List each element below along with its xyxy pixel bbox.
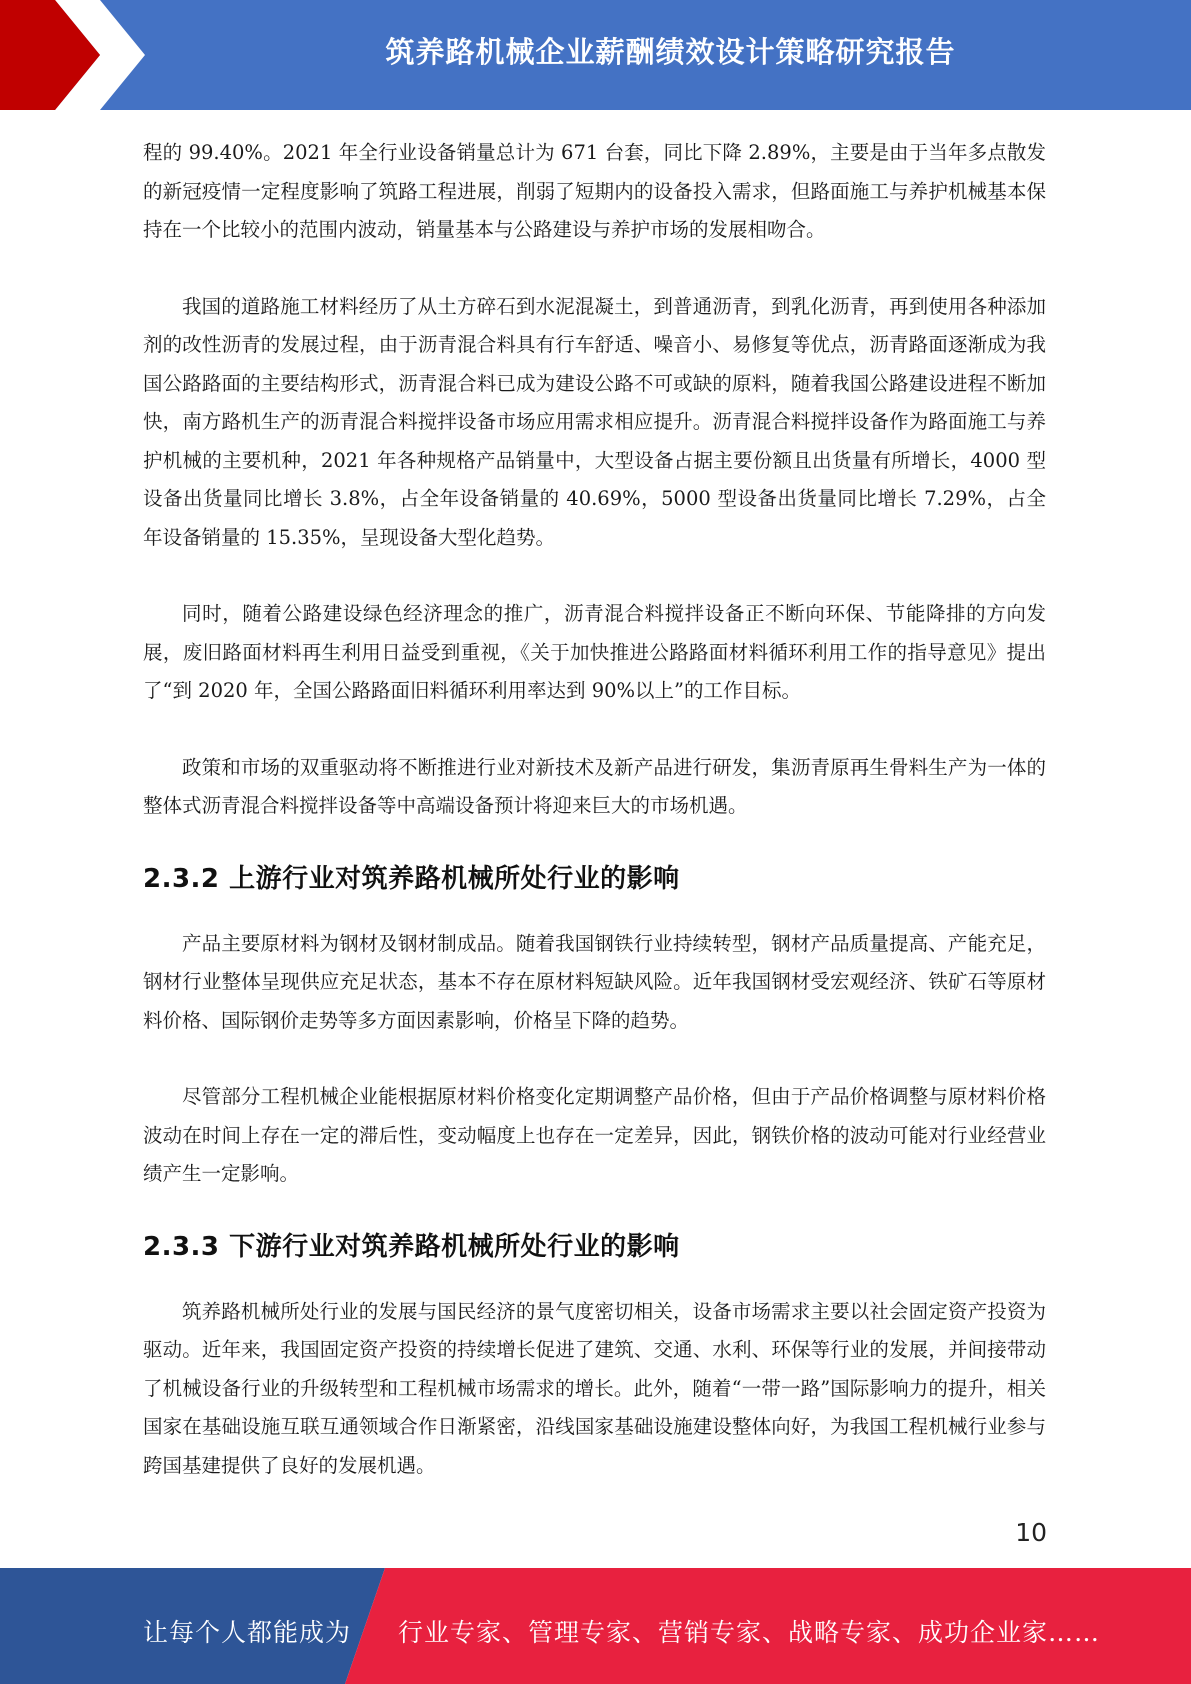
document-body: [143, 134, 1046, 1485]
section-heading-2-3-2: 2.3.2 上游行业对筑养路机械所处行业的影响: [143, 863, 680, 894]
paragraph: 同时，随着公路建设绿色经济理念的推广，沥青混合料搅拌设备正不断向环保、节能降排的方向发展，废旧路面材料再生利用日益受到重视，《关于加快推进公路路面材料循环利用工作的指导意见》提出了“到 2020 年，全国公路路面旧料循环利用率达到 90%以上”的工作目标。: [143, 602, 1046, 702]
paragraph: 筑养路机械所处行业的发展与国民经济的景气度密切相关，设备市场需求主要以社会固定资产投资为驱动。近年来，我国固定资产投资的持续增长促进了建筑、交通、水利、环保等行业的发展，并间接带动了机械设备行业的升级转型和工程机械市场需求的增长。此外，随着“一带一路”国际影响力的提升，相关国家在基础设施互联互通领域合作日渐紧密，沿线国家基础设施建设整体向好，为我国工程机械行业参与跨国基建提供了良好的发展机遇。: [143, 1299, 1046, 1477]
page-number: 10: [1015, 1518, 1047, 1547]
paragraph: 尽管部分工程机械企业能根据原材料价格变化定期调整产品价格，但由于产品价格调整与原材料价格波动在时间上存在一定的滞后性，变动幅度上也存在一定差异，因此，钢铁价格的波动可能对行业经营业绩产生一定影响。: [143, 1085, 1046, 1185]
footer-slogan-left: 让每个人都能成为: [143, 1618, 352, 1647]
footer-slogan-right: 行业专家、管理专家、营销专家、战略专家、成功企业家……: [398, 1618, 1101, 1647]
paragraph: 我国的道路施工材料经历了从土方碎石到水泥混凝土，到普通沥青，到乳化沥青，再到使用各种添加剂的改性沥青的发展过程，由于沥青混合料具有行车舒适、噪音小、易修复等优点，沥青路面逐渐成为我国公路路面的主要结构形式，沥青混合料已成为建设公路不可或缺的原料，随着我国公路建设进程不断加快，南方路机生产的沥青混合料搅拌设备市场应用需求相应提升。沥青混合料搅拌设备作为路面施工与养护机械的主要机种，2021 年各种规格产品销量中，大型设备占据主要份额且出货量有所增长，4000 型设备出货量同比增长 3.8%，占全年设备销量的 40.69%，5000 型设备出货量同比增长 7.29%，占全年设备销量的 15.35%，呈现设备大型化趋势。: [143, 294, 1046, 549]
paragraph: 程的 99.40%。2021 年全行业设备销量总计为 671 台套，同比下降 2.89%，主要是由于当年多点散发的新冠疫情一定程度影响了筑路工程进展，削弱了短期内的设备投入需求，但路面施工与养护机械基本保持在一个比较小的范围内波动，销量基本与公路建设与养护市场的发展相吻合。: [143, 141, 1046, 241]
page-footer: [0, 1568, 1191, 1684]
paragraph: 政策和市场的双重驱动将不断推进行业对新技术及新产品进行研发，集沥青原再生骨料生产为一体的整体式沥青混合料搅拌设备等中高端设备预计将迎来巨大的市场机遇。: [143, 755, 1046, 817]
page-header: [0, 0, 1191, 110]
section-heading-2-3-3: 2.3.3 下游行业对筑养路机械所处行业的影响: [143, 1231, 680, 1262]
header-title: 筑养路机械企业薪酬绩效设计策略研究报告: [385, 35, 956, 69]
paragraph: 产品主要原材料为钢材及钢材制成品。随着我国钢铁行业持续转型，钢材产品质量提高、产能充足，钢材行业整体呈现供应充足状态，基本不存在原材料短缺风险。近年我国钢材受宏观经济、铁矿石等原材料价格、国际钢价走势等多方面因素影响，价格呈下降的趋势。: [143, 931, 1046, 1032]
